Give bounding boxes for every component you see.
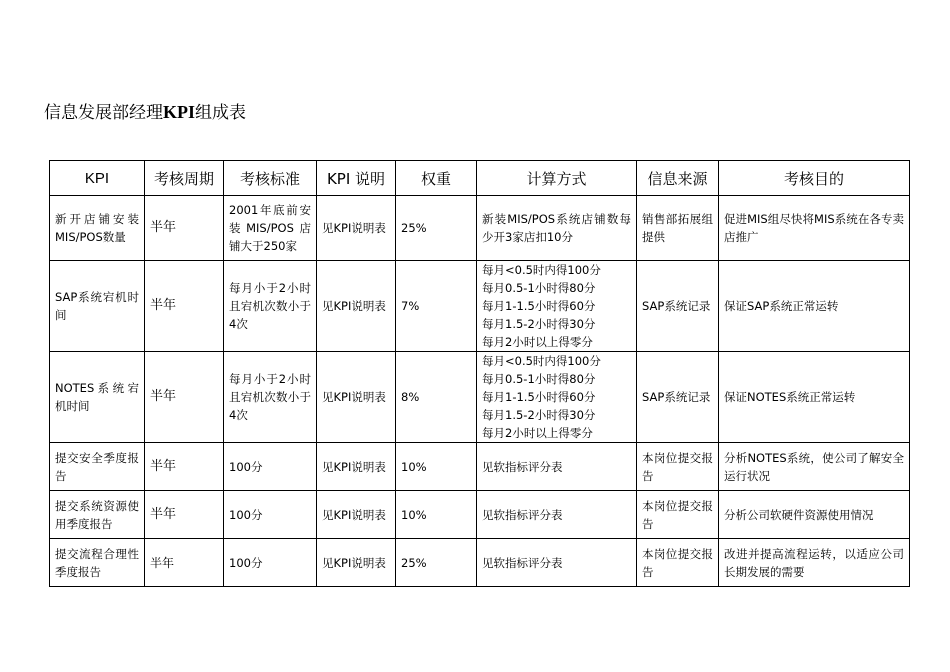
cell-source: 本岗位提交报告 — [637, 491, 719, 539]
header-calc: 计算方式 — [477, 161, 637, 196]
cell-explain: 见KPI说明表 — [317, 196, 396, 261]
table-row — [50, 491, 910, 539]
calc-line: 每月1.5-2小时得30分 — [482, 317, 596, 331]
cell-purpose: 促进MIS组尽快将MIS系统在各专卖店推广 — [719, 196, 910, 261]
title-kpi: KPI — [163, 102, 196, 122]
cell-standard: 100分 — [224, 539, 317, 587]
title-prefix: 信息发展部经理 — [44, 103, 163, 123]
header-kpi: KPI — [50, 161, 145, 196]
calc-line: 见软指标评分表 — [482, 507, 563, 522]
cell-kpi: 提交系统资源使用季度报告 — [50, 491, 145, 539]
calc-line: 见软指标评分表 — [482, 555, 563, 570]
cell-calc — [477, 352, 637, 443]
title-suffix: 组成表 — [195, 103, 247, 123]
cell-explain: 见KPI说明表 — [317, 352, 396, 443]
kpi-table — [49, 160, 910, 587]
cell-weight: 7% — [396, 261, 477, 352]
calc-line: 每月1.5-2小时得30分 — [482, 408, 596, 422]
calc-line: 每月0.5-1小时得80分 — [482, 281, 596, 295]
cell-kpi: 提交安全季度报告 — [50, 443, 145, 491]
table-row — [50, 196, 910, 261]
cell-calc — [477, 443, 637, 491]
calc-line: 每月1-1.5小时得60分 — [482, 299, 596, 313]
calc-line: 每月2小时以上得零分 — [482, 426, 593, 440]
cell-weight: 8% — [396, 352, 477, 443]
cell-source: SAP系统记录 — [637, 261, 719, 352]
cell-purpose: 改进并提高流程运转，以适应公司长期发展的需要 — [719, 539, 910, 587]
cell-weight: 25% — [396, 196, 477, 261]
calc-line: 每月<0.5时内得100分 — [482, 263, 601, 277]
header-standard: 考核标准 — [224, 161, 317, 196]
cell-period: 半年 — [145, 539, 224, 587]
cell-source: 本岗位提交报告 — [637, 539, 719, 587]
cell-purpose: 保证SAP系统正常运转 — [719, 261, 910, 352]
cell-explain: 见KPI说明表 — [317, 443, 396, 491]
cell-purpose: 分析NOTES系统，使公司了解安全运行状况 — [719, 443, 910, 491]
cell-period: 半年 — [145, 352, 224, 443]
cell-purpose: 保证NOTES系统正常运转 — [719, 352, 910, 443]
page-title — [44, 100, 246, 125]
cell-weight: 10% — [396, 443, 477, 491]
cell-source: 本岗位提交报告 — [637, 443, 719, 491]
calc-line: 每月<0.5时内得100分 — [482, 354, 601, 368]
cell-source: SAP系统记录 — [637, 352, 719, 443]
cell-weight: 25% — [396, 539, 477, 587]
cell-calc — [477, 196, 637, 261]
table-row — [50, 261, 910, 352]
cell-standard: 2001年底前安装MIS/POS店铺大于250家 — [224, 196, 317, 261]
cell-calc — [477, 261, 637, 352]
cell-kpi: NOTES系统宕机时间 — [50, 352, 145, 443]
table-row — [50, 443, 910, 491]
cell-kpi: 提交流程合理性季度报告 — [50, 539, 145, 587]
table-row — [50, 352, 910, 443]
cell-explain: 见KPI说明表 — [317, 539, 396, 587]
header-row — [50, 161, 910, 196]
header-source: 信息来源 — [637, 161, 719, 196]
cell-standard: 每月小于2小时且宕机次数小于4次 — [224, 352, 317, 443]
header-explain: KPI 说明 — [317, 161, 396, 196]
cell-standard: 100分 — [224, 491, 317, 539]
header-period: 考核周期 — [145, 161, 224, 196]
cell-period: 半年 — [145, 261, 224, 352]
table-row — [50, 539, 910, 587]
cell-kpi: 新开店铺安装MIS/POS数量 — [50, 196, 145, 261]
cell-explain: 见KPI说明表 — [317, 261, 396, 352]
calc-line: 每月2小时以上得零分 — [482, 335, 593, 349]
header-purpose: 考核目的 — [719, 161, 910, 196]
cell-period: 半年 — [145, 196, 224, 261]
cell-standard: 每月小于2小时且宕机次数小于4次 — [224, 261, 317, 352]
cell-source: 销售部拓展组提供 — [637, 196, 719, 261]
cell-standard: 100分 — [224, 443, 317, 491]
cell-explain: 见KPI说明表 — [317, 491, 396, 539]
cell-calc — [477, 539, 637, 587]
cell-period: 半年 — [145, 491, 224, 539]
calc-line: 每月1-1.5小时得60分 — [482, 390, 596, 404]
cell-calc — [477, 491, 637, 539]
cell-kpi: SAP系统宕机时间 — [50, 261, 145, 352]
calc-line: 新装MIS/POS系统店铺数每少开3家店扣10分 — [482, 212, 631, 244]
cell-purpose: 分析公司软硬件资源使用情况 — [719, 491, 910, 539]
calc-line: 见软指标评分表 — [482, 459, 563, 474]
header-weight: 权重 — [396, 161, 477, 196]
calc-line: 每月0.5-1小时得80分 — [482, 372, 596, 386]
cell-period: 半年 — [145, 443, 224, 491]
cell-weight: 10% — [396, 491, 477, 539]
